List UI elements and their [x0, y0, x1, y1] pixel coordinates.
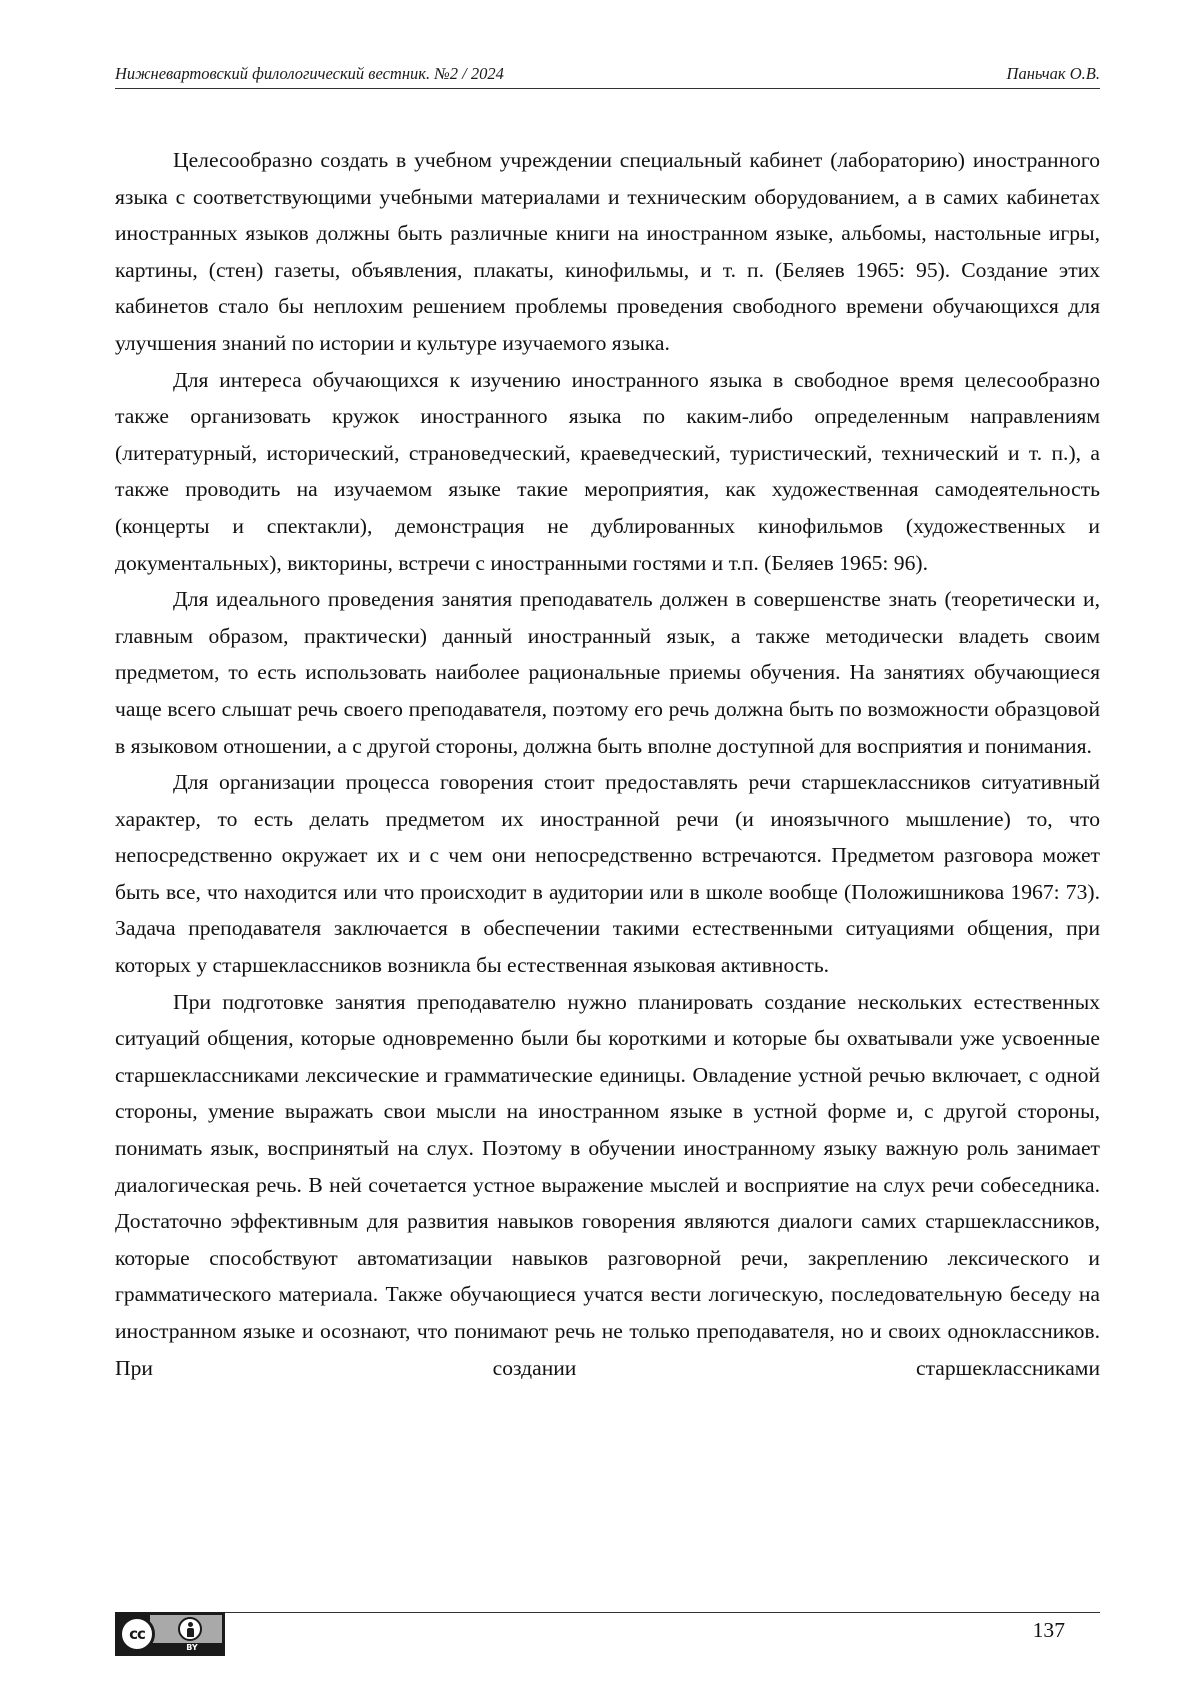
attribution-person-icon	[178, 1617, 202, 1641]
paragraph-1: Целесообразно создать в учебном учреждении специальный кабинет (лабораторию) иностранного языка с соответствующими учебными материалами и техническим оборудованием, а в самих кабинетах иностранных языков должны быть различные книги на иностранном языке, альбомы, настольные игры, картины, (стен) газеты, объявления, плакаты, кинофильмы, и т. п. (Беляев 1965: 95). Создание этих кабинетов стало бы неплохим решением проблемы проведения свободного времени обучающихся для улучшения знаний по истории и культуре изучаемого языка.	[115, 148, 1100, 355]
page-number: 137	[1032, 1618, 1065, 1642]
journal-title: Нижневартовский филологический вестник. №2 / 2024	[115, 64, 504, 83]
paragraph-4: Для организации процесса говорения стоит предоставлять речи старшеклассников ситуативный характер, то есть делать предметом их иностранной речи (и иноязычного мышление) то, что непосредственно окружает их и с чем они непосредственно встречаются. Предметом разговора может быть все, что находится или что происходит в аудитории или в школе вообще (Положишникова 1967: 73). Задача преподавателя заключается в обеспечении такими естественными ситуациями общения, при которых у старшеклассников возникла бы естественная языковая активность.	[115, 770, 1100, 978]
paragraph-3: Для идеального проведения занятия преподаватель должен в совершенстве знать (теоретически и, главным образом, практически) данный иностранный язык, а также методически владеть своим предметом, то есть использовать наиболее рациональные приемы обучения. На занятиях обучающиеся чаще всего слышат речь своего преподавателя, поэтому его речь должна быть по возможности образцовой в языковом отношении, а с другой стороны, должна быть вполне доступной для восприятия и понимания.	[115, 587, 1100, 758]
paragraph-5: При подготовке занятия преподавателю нужно планировать создание нескольких естественных ситуаций общения, которые одновременно были бы короткими и которые бы охватывали уже усвоенные старшеклассниками лексические и грамматические единицы. Овладение устной речью включает, с одной стороны, умение выражать свои мысли на иностранном языке в устной форме и, с другой стороны, понимать язык, воспринятый на слух. Поэтому в обучении иностранному языку важную роль занимает диалогическая речь. В ней сочетается устное выражение мыслей и восприятие на слух речи собеседника. Достаточно эффективным для развития навыков говорения являются диалоги самих старшеклассников, которые способствуют автоматизации навыков разговорной речи, закреплению лексического и грамматического материала. Также обучающиеся учатся вести логическую, последовательную беседу на иностранном языке и осознают, что понимают речь не только преподавателя, но и своих одноклассников. При создании старшеклассниками	[115, 989, 1100, 1380]
article-body	[115, 142, 1100, 1386]
running-header	[115, 62, 1100, 89]
license-by-label: BY	[186, 1643, 198, 1652]
footer-divider	[225, 1612, 1100, 1613]
paragraph-2: Для интереса обучающихся к изучению иностранного языка в свободное время целесообразно также организовать кружок иностранного языка по каким-либо определенным направлениям (литературный, исторический, страноведческий, краеведческий, туристический, технический и т. п.), а также проводить на изучаемом языке такие мероприятия, как художественная самодеятельность (концерты и спектакли), демонстрация не дублированных кинофильмов (художественных и документальных), викторины, встречи с иностранными гостями и т.п. (Беляев 1965: 96).	[115, 367, 1100, 575]
cc-by-icon	[115, 1612, 225, 1656]
author-name: Паньчак О.В.	[1006, 64, 1100, 83]
cc-logo-icon: cc	[119, 1616, 155, 1652]
